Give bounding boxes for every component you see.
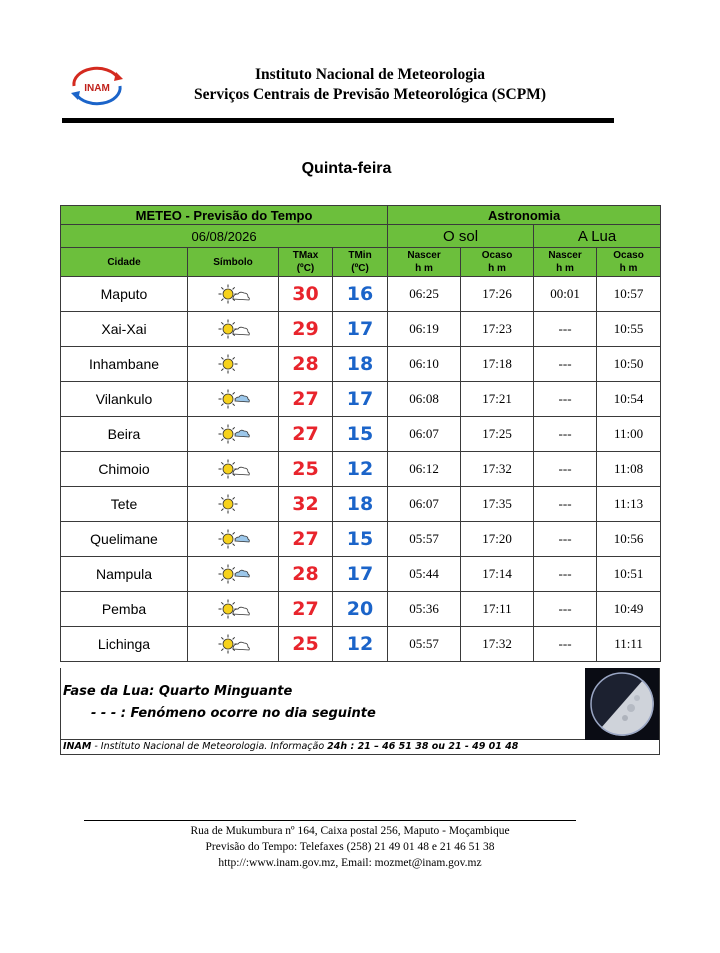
city-row (61, 347, 661, 382)
sunset-time: 17:18 (461, 347, 534, 382)
moonrise-time: --- (534, 522, 597, 557)
moonrise-time: --- (534, 382, 597, 417)
sunset-unit: h m (488, 263, 506, 274)
moonset-time: 11:11 (597, 627, 661, 662)
city-row (61, 277, 661, 312)
tmax-unit: (ºC) (296, 263, 315, 274)
moon-phase-image (585, 668, 659, 740)
moonrise-time: 00:01 (534, 277, 597, 312)
footer-address: Rua de Mukumbura nº 164, Caixa postal 256, Maputo - Moçambique (190, 825, 510, 837)
city-name: Beira (61, 417, 188, 452)
city-name: Vilankulo (61, 382, 188, 417)
info-phones: 24h : 21 – 46 51 38 ou 21 - 49 01 48 (327, 741, 519, 752)
col-symbol: Símbolo (188, 248, 279, 277)
moonset-time: 10:55 (597, 312, 661, 347)
moonrise-time: --- (534, 452, 597, 487)
moonrise-time: --- (534, 487, 597, 522)
partly-cloudy-icon (215, 283, 251, 305)
sunset-time: 17:14 (461, 557, 534, 592)
logo-text: INAM (84, 83, 110, 94)
city-row (61, 522, 661, 557)
tmax-label: TMax (292, 250, 319, 261)
city-name: Lichinga (61, 627, 188, 662)
city-row (61, 487, 661, 522)
sun-blue-cloud-icon (215, 563, 251, 585)
info-prefix: INAM (63, 741, 92, 752)
city-row (61, 452, 661, 487)
city-row (61, 627, 661, 662)
weather-symbol (188, 627, 279, 662)
sunrise-time: 06:19 (388, 312, 461, 347)
moonrise-time: --- (534, 592, 597, 627)
moonset-time: 11:08 (597, 452, 661, 487)
sunset-time: 17:23 (461, 312, 534, 347)
tmin-label: TMin (348, 250, 372, 261)
moonset-time: 11:13 (597, 487, 661, 522)
weather-symbol (188, 452, 279, 487)
city-name: Maputo (61, 277, 188, 312)
tmax-value: 27 (279, 417, 333, 452)
city-name: Tete (61, 487, 188, 522)
sun-blue-cloud-icon (215, 528, 251, 550)
sunrise-time: 05:57 (388, 627, 461, 662)
col-city: Cidade (61, 248, 188, 277)
moonset-time: 10:49 (597, 592, 661, 627)
sunrise-time: 05:44 (388, 557, 461, 592)
partly-cloudy-icon (215, 458, 251, 480)
tmin-value: 12 (333, 452, 388, 487)
moonrise-time: --- (534, 312, 597, 347)
moonrise-time: --- (534, 627, 597, 662)
sunset-label: Ocaso (481, 250, 513, 261)
sunrise-time: 05:57 (388, 522, 461, 557)
partly-cloudy-icon (215, 598, 251, 620)
tmin-value: 12 (333, 627, 388, 662)
city-name: Chimoio (61, 452, 188, 487)
city-name: Pemba (61, 592, 188, 627)
tmin-value: 18 (333, 347, 388, 382)
sunset-time: 17:25 (461, 417, 534, 452)
city-name: Nampula (61, 557, 188, 592)
sunrise-unit: h m (415, 263, 433, 274)
moonset-time: 10:51 (597, 557, 661, 592)
weather-symbol (188, 347, 279, 382)
weather-symbol (188, 382, 279, 417)
sunrise-time: 06:12 (388, 452, 461, 487)
tmax-value: 28 (279, 347, 333, 382)
city-row (61, 312, 661, 347)
tmax-value: 30 (279, 277, 333, 312)
moonset-unit: h m (619, 263, 638, 274)
sunny-icon (215, 493, 251, 515)
sun-header: O sol (388, 225, 534, 248)
institute-name: Instituto Nacional de Meteorologia (254, 66, 486, 83)
tmin-value: 15 (333, 522, 388, 557)
tmax-value: 25 (279, 627, 333, 662)
moonrise-time: --- (534, 557, 597, 592)
tmin-value: 17 (333, 557, 388, 592)
city-name: Inhambane (61, 347, 188, 382)
tmax-value: 27 (279, 382, 333, 417)
moon-header: A Lua (534, 225, 661, 248)
city-name: Xai-Xai (61, 312, 188, 347)
moonrise-time: --- (534, 417, 597, 452)
moonset-time: 10:50 (597, 347, 661, 382)
weather-symbol (188, 277, 279, 312)
partly-cloudy-icon (215, 318, 251, 340)
col-moonset (597, 248, 661, 277)
tmax-value: 28 (279, 557, 333, 592)
sunny-icon (215, 353, 251, 375)
meteo-title: METEO - Previsão do Tempo (61, 206, 388, 225)
forecast-date: 06/08/2026 (61, 225, 388, 248)
sunset-time: 17:32 (461, 452, 534, 487)
weather-symbol (188, 312, 279, 347)
moonset-time: 11:00 (597, 417, 661, 452)
city-row (61, 592, 661, 627)
moonrise-time: --- (534, 347, 597, 382)
moonset-time: 10:57 (597, 277, 661, 312)
weather-symbol (188, 417, 279, 452)
astronomy-title: Astronomia (388, 206, 661, 225)
tmin-value: 17 (333, 312, 388, 347)
partly-cloudy-icon (215, 633, 251, 655)
sunset-time: 17:11 (461, 592, 534, 627)
day-title: Quinta-feira (301, 160, 392, 177)
tmax-value: 29 (279, 312, 333, 347)
sunrise-time: 06:10 (388, 347, 461, 382)
moonrise-unit: h m (556, 263, 574, 274)
forecast-table (60, 205, 661, 662)
sunrise-time: 06:07 (388, 487, 461, 522)
moon-phase-box (60, 668, 660, 740)
city-name: Quelimane (61, 522, 188, 557)
sunset-time: 17:21 (461, 382, 534, 417)
tmin-unit: (ºC) (351, 263, 369, 274)
moonset-time: 10:54 (597, 382, 661, 417)
moon-phase-label: Fase da Lua: Quarto Minguante (63, 684, 293, 699)
weather-symbol (188, 522, 279, 557)
weather-symbol (188, 557, 279, 592)
city-row (61, 417, 661, 452)
sunset-time: 17:35 (461, 487, 534, 522)
sunrise-time: 06:25 (388, 277, 461, 312)
service-name: Serviços Centrais de Previsão Meteorológica (SCPM) (194, 86, 546, 103)
tmax-value: 27 (279, 522, 333, 557)
col-tmin (333, 248, 388, 277)
tmin-value: 17 (333, 382, 388, 417)
tmax-value: 25 (279, 452, 333, 487)
info-line (60, 740, 660, 755)
sunset-time: 17:32 (461, 627, 534, 662)
tmin-value: 20 (333, 592, 388, 627)
col-sunrise (388, 248, 461, 277)
sunset-time: 17:26 (461, 277, 534, 312)
sun-blue-cloud-icon (215, 388, 251, 410)
tmax-value: 32 (279, 487, 333, 522)
document-header (60, 60, 620, 116)
info-text: - Instituto Nacional de Meteorologia. Informação (91, 741, 328, 752)
sunrise-time: 06:08 (388, 382, 461, 417)
footer-rule (84, 820, 576, 821)
tmin-value: 18 (333, 487, 388, 522)
city-row (61, 382, 661, 417)
footer-web: http://:www.inam.gov.mz, Email: mozmet@inam.gov.mz (218, 857, 482, 869)
col-sunset (461, 248, 534, 277)
col-tmax (279, 248, 333, 277)
tmax-value: 27 (279, 592, 333, 627)
sunrise-time: 05:36 (388, 592, 461, 627)
next-day-legend: - - - : Fenómeno ocorre no dia seguinte (91, 706, 376, 721)
header-rule (62, 118, 614, 123)
tmin-value: 16 (333, 277, 388, 312)
footer-phones: Previsão do Tempo: Telefaxes (258) 21 49 01 48 e 21 46 51 38 (205, 841, 495, 853)
moonrise-label: Nascer (548, 250, 582, 261)
weather-symbol (188, 592, 279, 627)
sun-blue-cloud-icon (215, 423, 251, 445)
moonset-time: 10:56 (597, 522, 661, 557)
sunrise-time: 06:07 (388, 417, 461, 452)
sunrise-label: Nascer (407, 250, 441, 261)
col-moonrise (534, 248, 597, 277)
tmin-value: 15 (333, 417, 388, 452)
sunset-time: 17:20 (461, 522, 534, 557)
weather-symbol (188, 487, 279, 522)
city-row (61, 557, 661, 592)
moonset-label: Ocaso (613, 250, 644, 261)
